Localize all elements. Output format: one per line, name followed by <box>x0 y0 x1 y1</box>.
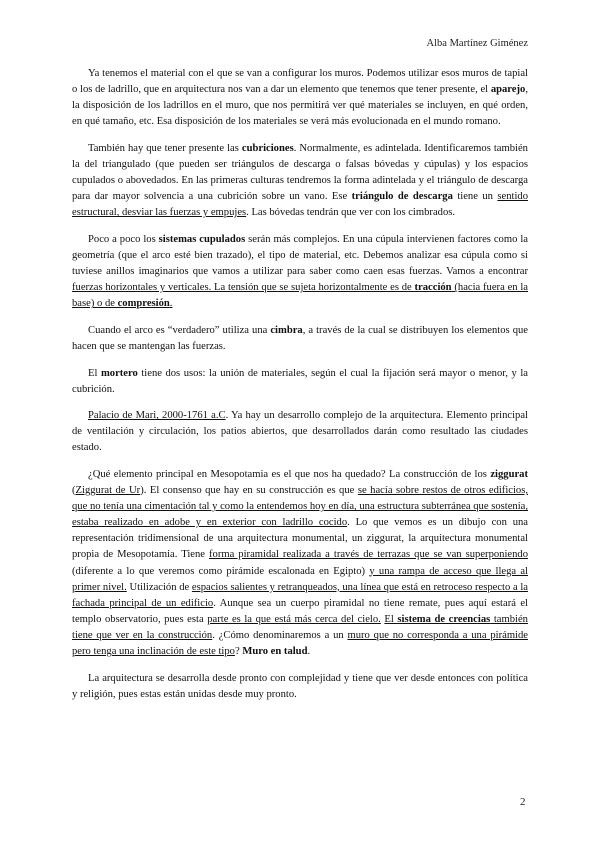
paragraph <box>72 366 528 398</box>
text-run: La arquitectura se desarrolla desde pronto con complejidad y tiene que ver desde entonces con política y religión, pues estas están unidas desde muy pronto. <box>72 672 528 700</box>
bold-text: cimbra <box>270 324 303 336</box>
bold-underlined-text: tracción <box>414 282 452 294</box>
page-header-author: Alba Martínez Giménez <box>426 38 528 49</box>
underlined-text: fuerzas horizontales y verticales. La tensión que se sujeta horizontalmente es de <box>72 282 415 294</box>
text-run: (diferente a lo que veremos como pirámide escalonada en Egipto) <box>72 565 370 577</box>
bold-underlined-text: sistema de creencias <box>397 613 491 625</box>
text-run: . Las bóvedas tendrán que ver con los cimbrados. <box>246 207 456 219</box>
text-run: , a través de la cual se distribuyen los elementos que hacen que se mantengan las fuerzas. <box>72 324 528 352</box>
underlined-text: Palacio de Mari, 2000-1761 a.C <box>88 410 226 422</box>
underlined-text: . <box>169 298 173 310</box>
text-run: . <box>307 646 311 657</box>
underlined-text: y una rampa de acceso que llega al primer nivel. <box>72 565 528 593</box>
text-run: También hay que tener presente las <box>88 142 242 154</box>
underlined-text: Ziggurat de Ur <box>75 485 141 497</box>
bold-text: sistemas cupulados <box>158 233 246 245</box>
text-run: . Normalmente, es adintelada. Identificaremos también la del triangulado (que pueden ser triángulos de descarga o falsas bóvedas y cúpulas) y los espacios cupulados o abovedados. En las primeras culturas tendremos la forma adintelada y el triángulo de descarga para dar mayor solvencia a una cubrición sobre un vano. Ese <box>72 142 528 203</box>
text-run: ( <box>72 485 76 497</box>
text-run: Poco a poco los <box>88 233 159 245</box>
text-run: ¿Qué elemento principal en Mesopotamia es el que nos ha quedado? La construcción de los <box>88 468 491 480</box>
text-run: . ¿Cómo denominaremos a un <box>212 629 348 641</box>
text-run: Utilización de <box>126 581 192 593</box>
paragraph <box>72 323 528 355</box>
paragraph <box>72 66 528 130</box>
bold-text <box>415 282 452 293</box>
paragraph <box>72 232 528 312</box>
bold-underlined-text: compresión <box>117 298 170 310</box>
bold-text: cubriciones <box>241 142 294 154</box>
underlined-text: sentido estructural, desviar las fuerzas y empujes <box>72 191 528 219</box>
underlined-text: también tiene que ver en la construcción <box>72 613 528 641</box>
document-body <box>72 66 528 713</box>
underlined-text: muro que no corresponda a una pirámide pero tenga una inclinación de este tipo <box>72 629 529 657</box>
underlined-text: parte es la que está más cerca del cielo. <box>207 613 381 625</box>
bold-text: triángulo de descarga <box>351 191 453 203</box>
underlined-text: se hacía sobre restos de otros edificios, que no tenía una cimentación tal y como la entendemos hoy en día, una estructura subterránea que sostenía, estaba realizado en adobe y en exterior con ladrillo cocido <box>72 485 528 529</box>
paragraph <box>72 408 528 456</box>
underlined-text: espacios salientes y retranqueados, una línea que está en retroceso respecto a la fachada principal de un edificio <box>72 581 529 609</box>
text-run: . Aunque sea un cuerpo piramidal no tiene remate, pues aquí estará el templo observatorio, pues esta <box>72 597 528 625</box>
bold-text <box>118 298 170 309</box>
text-run: tiene un <box>452 191 498 203</box>
bold-text: aparejo <box>490 84 526 96</box>
page-number: 2 <box>520 796 526 808</box>
text-run: . Ya hay un desarrollo complejo de la arquitectura. Elemento principal de ventilación y circulación, los patios abiertos, que desarrollados darán como resultado las ciudades estado. <box>72 410 528 454</box>
text-run: , la disposición de los ladrillos en el muro, que nos permitirá ver qué materiales se incluyen, en qué orden, en qué tamaño, etc. Esa disposición de los materiales se verá más evolucionada en el mundo romano. <box>72 84 528 128</box>
text-run: El <box>88 367 101 379</box>
text-run: . Lo que vemos es un dibujo con una representación tridimensional de una arquitectura monumental, un ziggurat, la arquitectura monumental propia de Mesopotamia. Tiene <box>72 517 528 561</box>
text-run: tiene dos usos: la unión de materiales, según el cual la fijación será mayor o menor, y la cubrición. <box>72 367 528 395</box>
underlined-text: forma piramidal realizada a través de terrazas que se van superponiendo <box>209 549 528 561</box>
bold-text <box>397 614 490 625</box>
bold-text: Muro en talud <box>242 646 308 657</box>
paragraph <box>72 467 528 660</box>
text-run: Cuando el arco es “verdadero” utiliza una <box>88 324 271 336</box>
text-run: serán más complejos. En una cúpula intervienen factores como la geometría (que el arco esté bien trazado), el tipo de material, etc. Debemos analizar esa cúpula como si tuviese anillos imaginarios que vamos a utilizar para saber como caen esas fuerzas. Vamos a encontrar <box>72 233 528 278</box>
underlined-text: El <box>384 613 398 625</box>
bold-text: mortero <box>100 367 138 379</box>
paragraph <box>72 671 528 703</box>
text-run: ). El consenso que hay en su construcción es que <box>140 485 358 497</box>
text-run: ? <box>234 646 243 657</box>
paragraph <box>72 141 528 221</box>
bold-text: ziggurat <box>490 468 528 480</box>
text-run: Ya tenemos el material con el que se van a configurar los muros. Podemos utilizar esos muros de tapial o los de ladrillo, que en arquitectura nos van a dar un elemento que tenemos que tener presente, el <box>72 68 528 96</box>
underlined-text: (hacia fuera en la base) o de <box>72 282 528 310</box>
